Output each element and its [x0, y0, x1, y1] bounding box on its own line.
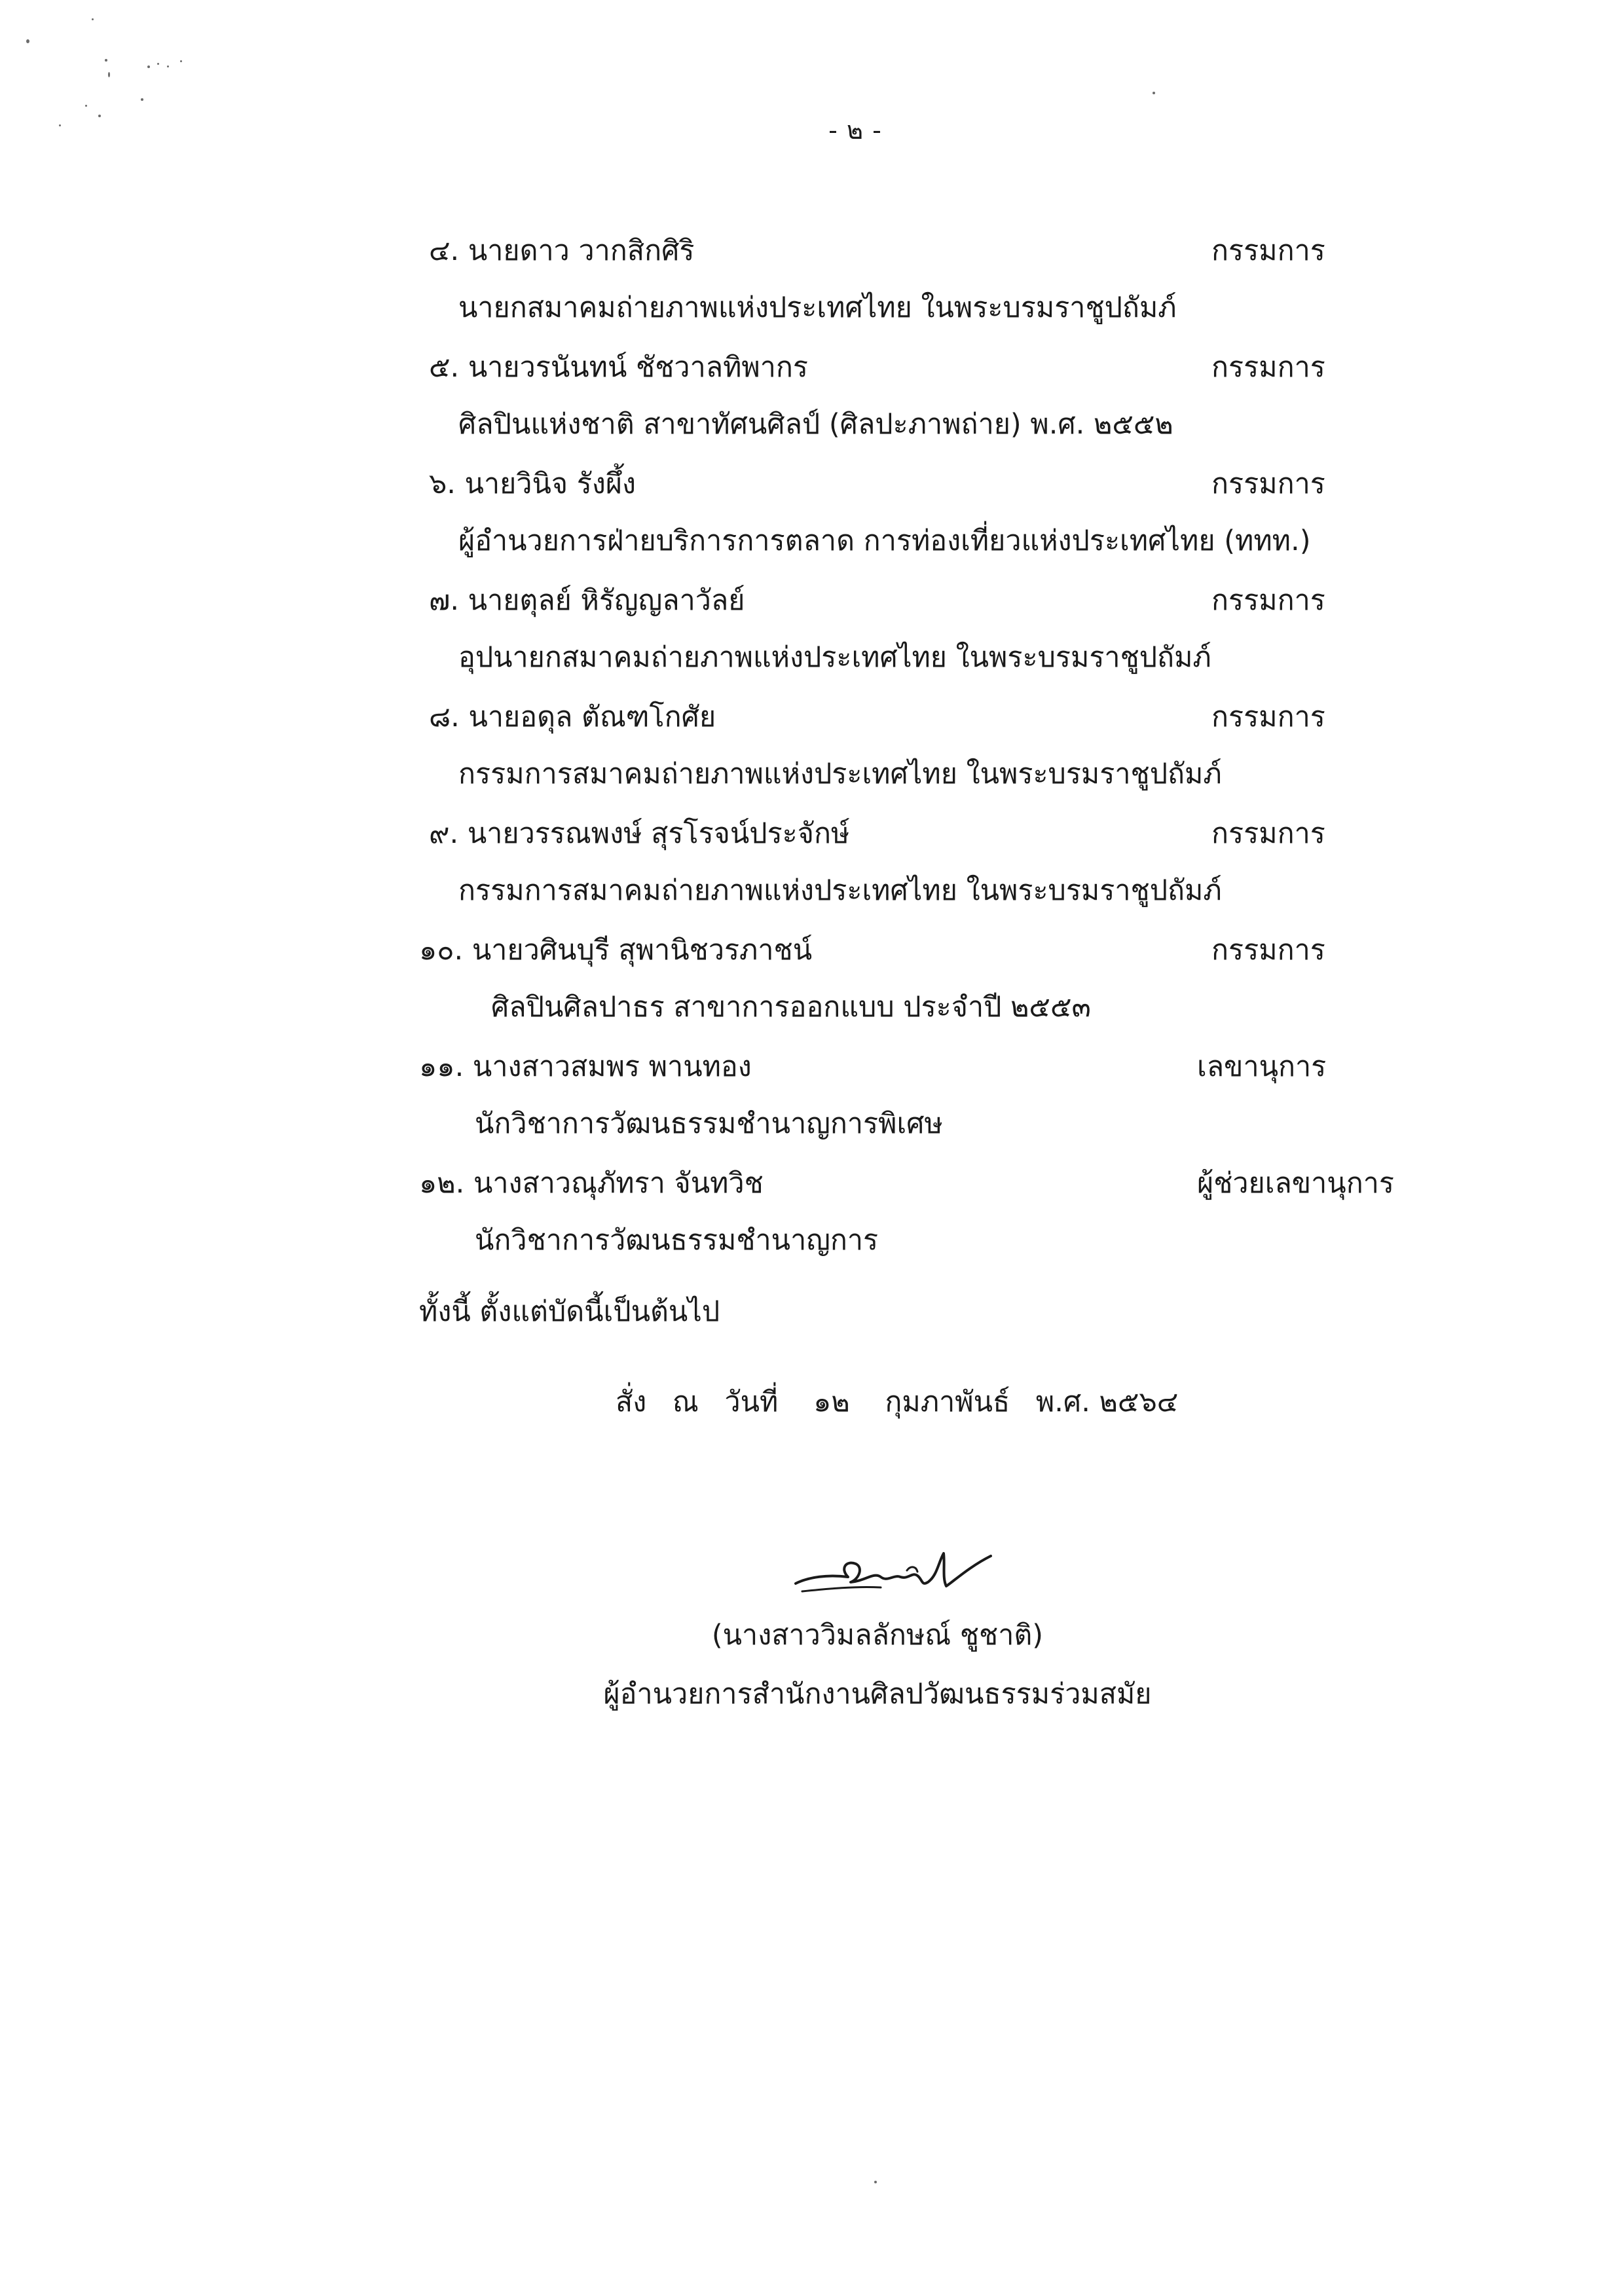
member-description: ศิลปินแห่งชาติ สาขาทัศนศิลป์ (ศิลปะภาพถ่าย) พ.ศ. ๒๕๕๒ — [458, 408, 1173, 441]
member-role: กรรมการ — [1211, 584, 1325, 617]
order-at: ณ — [672, 1386, 699, 1418]
scan-speck — [874, 2181, 877, 2183]
member-description: นักวิชาการวัฒนธรรมชำนาญการ — [475, 1224, 879, 1257]
member-name: ๙. นายวรรณพงษ์ สุรโรจน์ประจักษ์ — [429, 817, 850, 850]
signer-name: (นางสาววิมลลักษณ์ ชูชาติ) — [711, 1619, 1044, 1652]
member-name: ๗. นายตุลย์ หิรัญญลาวัลย์ — [429, 584, 745, 617]
member-name: ๖. นายวินิจ รังผึ้ง — [429, 468, 637, 500]
member-role: ผู้ช่วยเลขานุการ — [1197, 1167, 1394, 1200]
scan-speck — [92, 18, 94, 20]
member-role: กรรมการ — [1211, 468, 1325, 500]
member-name: ๘. นายอดุล ตัณฑโกศัย — [429, 701, 716, 733]
scan-speck — [108, 72, 110, 77]
scan-speck — [157, 63, 159, 65]
member-name: ๑๒. นางสาวณุภัทรา จันทวิช — [419, 1167, 764, 1200]
scan-speck — [141, 98, 143, 101]
member-description: ผู้อำนวยการฝ่ายบริการการตลาด การท่องเที่ยวแห่งประเทศไทย (ททท.) — [458, 525, 1311, 557]
order-year: พ.ศ. ๒๕๖๔ — [1035, 1386, 1179, 1418]
member-name: ๕. นายวรนันทน์ ชัชวาลทิพากร — [429, 351, 809, 384]
scan-speck — [1153, 92, 1155, 94]
scan-speck — [147, 65, 150, 68]
scan-speck — [26, 39, 29, 43]
member-role: กรรมการ — [1211, 701, 1325, 733]
member-role: กรรมการ — [1211, 351, 1325, 384]
handwritten-signature — [783, 1526, 1005, 1604]
member-description: นายกสมาคมถ่ายภาพแห่งประเทศไทย ในพระบรมราชูปถัมภ์ — [458, 291, 1177, 324]
scan-speck — [85, 105, 87, 107]
member-description: กรรมการสมาคมถ่ายภาพแห่งประเทศไทย ในพระบรมราชูปถัมภ์ — [458, 758, 1222, 790]
member-name: ๑๑. นางสาวสมพร พานทอง — [419, 1050, 752, 1083]
member-name: ๔. นายดาว วากสิกศิริ — [429, 234, 695, 267]
scan-speck — [180, 60, 182, 62]
signer-position: ผู้อำนวยการสำนักงานศิลปวัฒนธรรมร่วมสมัย — [603, 1678, 1152, 1711]
order-month: กุมภาพันธ์ — [885, 1386, 1010, 1418]
order-day-label: วันที่ — [724, 1386, 779, 1418]
scan-speck — [167, 65, 169, 67]
order-date — [616, 1379, 1195, 1424]
member-description: นักวิชาการวัฒนธรรมชำนาญการพิเศษ — [475, 1107, 943, 1140]
member-description: กรรมการสมาคมถ่ายภาพแห่งประเทศไทย ในพระบรมราชูปถัมภ์ — [458, 874, 1222, 907]
member-role: กรรมการ — [1211, 934, 1325, 967]
member-description: อุปนายกสมาคมถ่ายภาพแห่งประเทศไทย ในพระบรมราชูปถัมภ์ — [458, 641, 1211, 674]
page-number: - ๒ - — [828, 116, 882, 145]
member-role: เลขานุการ — [1197, 1050, 1327, 1083]
member-role: กรรมการ — [1211, 817, 1325, 850]
member-name: ๑๐. นายวศินบุรี สุพานิชวรภาชน์ — [419, 934, 813, 967]
order-day: ๑๒ — [813, 1386, 850, 1418]
order-label: สั่ง — [616, 1386, 647, 1418]
closing-statement: ทั้งนี้ ตั้งแต่บัดนี้เป็นต้นไป — [419, 1295, 720, 1328]
scan-speck — [105, 59, 107, 62]
member-description: ศิลปินศิลปาธร สาขาการออกแบบ ประจำปี ๒๕๕๓ — [491, 991, 1091, 1024]
member-role: กรรมการ — [1211, 234, 1325, 267]
